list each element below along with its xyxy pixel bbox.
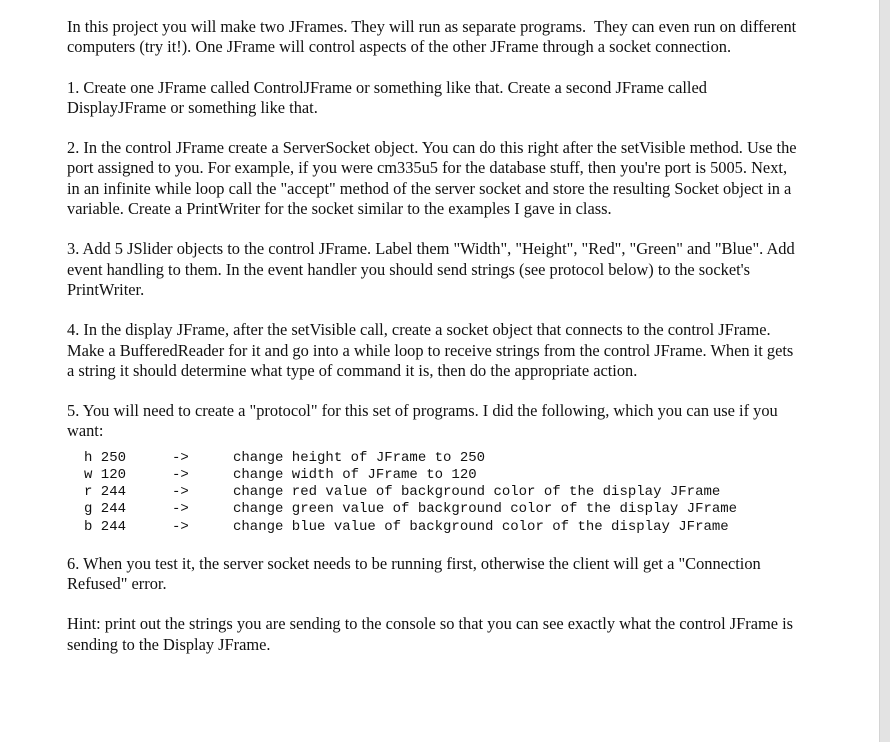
protocol-arrow: -> — [172, 518, 189, 535]
protocol-arrow: -> — [172, 501, 189, 518]
step-3-paragraph: 3. Add 5 JSlider objects to the control JFrame. Label them "Width", "Height", "Red", "Green" and "Blue". Add event handling to them. In the event handler you should send strings (see protocol below) to the socket's PrintWriter. — [67, 239, 799, 299]
step-6-paragraph: 6. When you test it, the server socket needs to be running first, otherwise the client will get a "Connection Refused" error. — [67, 553, 765, 594]
protocol-command: b 244 — [84, 518, 127, 535]
step-4-paragraph: 4. In the display JFrame, after the setVisible call, create a socket object that connects to the control JFrame. Make a BufferedReader for it and go into a while loop to receive strings from the control JFrame. When it gets a string it should determine what type of command it is, then do the appropriate action. — [67, 320, 798, 380]
protocol-arrow: -> — [172, 466, 189, 483]
protocol-row — [84, 467, 797, 484]
protocol-row — [84, 450, 797, 467]
step-1-paragraph: 1. Create one JFrame called ControlJFrame or something like that. Create a second JFrame called DisplayJFrame or something like that. — [67, 77, 712, 117]
hint-paragraph: Hint: print out the strings you are sending to the console so that you can see exactly what the control JFrame is sending to the Display JFrame. — [67, 614, 798, 654]
protocol-command: h 250 — [84, 449, 127, 466]
protocol-row — [84, 519, 797, 536]
protocol-description: change width of JFrame to 120 — [233, 466, 477, 483]
protocol-row — [84, 501, 797, 518]
protocol-table — [84, 450, 797, 536]
protocol-command: g 244 — [84, 501, 127, 518]
protocol-description: change blue value of background color of the display JFrame — [233, 518, 729, 535]
step-2-paragraph: 2. In the control JFrame create a ServerSocket object. You can do this right after the setVisible method. Use the port assigned to you. For example, if you were cm335u5 for the database stuff, then you're port is 5005. Next, in an infinite while loop call the "accept" method of the server socket and store the resulting Socket object in a variable. Create a PrintWriter for the socket similar to the examples I gave in class. — [67, 138, 801, 219]
protocol-command: r 244 — [84, 484, 127, 501]
protocol-row — [84, 484, 797, 501]
step-5-paragraph: 5. You will need to create a "protocol" for this set of programs. I did the following, which you can use if you want: — [67, 401, 782, 441]
document-body — [67, 17, 801, 675]
protocol-description: change green value of background color of the display JFrame — [233, 501, 738, 518]
protocol-arrow: -> — [172, 484, 189, 501]
protocol-arrow: -> — [172, 449, 189, 466]
protocol-command: w 120 — [84, 466, 127, 483]
vertical-scrollbar[interactable] — [879, 0, 890, 742]
intro-paragraph: In this project you will make two JFrames. They will run as separate programs. They can even run on different computers (try it!). One JFrame will control aspects of the other JFrame through a socket connection. — [67, 17, 801, 57]
protocol-description: change red value of background color of the display JFrame — [233, 484, 721, 501]
protocol-description: change height of JFrame to 250 — [233, 449, 486, 466]
